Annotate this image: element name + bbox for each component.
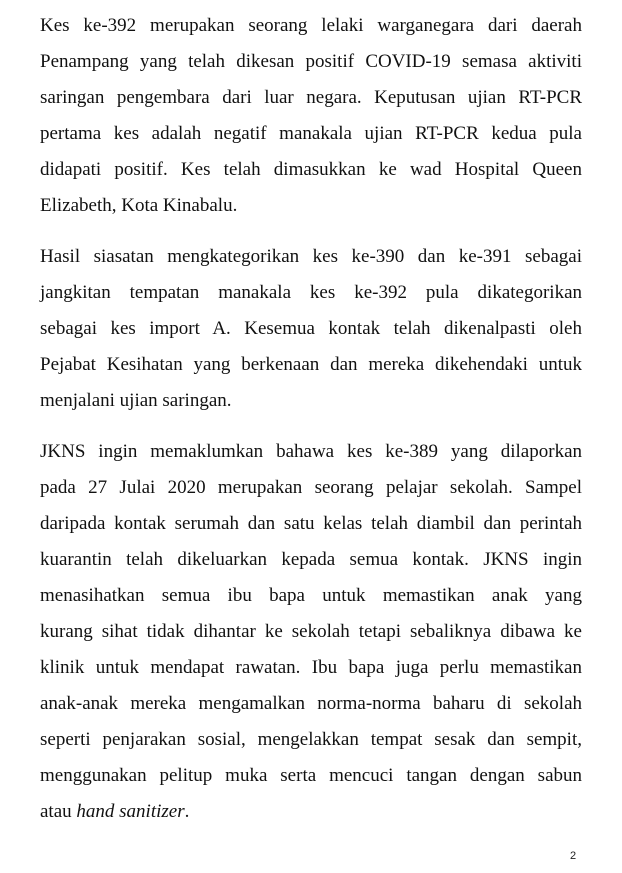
text-line: Kes ke-392 merupakan seorang lelaki warganegara dari daerah <box>40 15 582 36</box>
text-line: Penampang yang telah dikesan positif COVID-19 semasa aktiviti <box>40 51 582 72</box>
text-line-final <box>40 794 582 830</box>
text-line: klinik untuk mendapat rawatan. Ibu bapa juga perlu memastikan <box>40 657 582 678</box>
text-line: kurang sihat tidak dihantar ke sekolah tetapi sebaliknya dibawa ke <box>40 621 582 642</box>
text-line: saringan pengembara dari luar negara. Keputusan ujian RT-PCR <box>40 87 582 108</box>
text-line: Elizabeth, Kota Kinabalu. <box>40 195 238 216</box>
text-line: pada 27 Julai 2020 merupakan seorang pelajar sekolah. Sampel <box>40 477 582 498</box>
text-line: jangkitan tempatan manakala kes ke-392 pula dikategorikan <box>40 282 582 303</box>
text-line: Pejabat Kesihatan yang berkenaan dan mereka dikehendaki untuk <box>40 354 582 375</box>
page-number: 2 <box>570 850 577 862</box>
text-line: menggunakan pelitup muka serta mencuci tangan dengan sabun <box>40 765 582 786</box>
text-line: menasihatkan semua ibu bapa untuk memastikan anak yang <box>40 585 582 606</box>
text-line: pertama kes adalah negatif manakala ujian RT-PCR kedua pula <box>40 123 582 144</box>
text-line: menjalani ujian saringan. <box>40 390 232 411</box>
text-line: kuarantin telah dikeluarkan kepada semua kontak. JKNS ingin <box>40 549 582 570</box>
text-line: JKNS ingin memaklumkan bahawa kes ke-389 yang dilaporkan <box>40 441 582 462</box>
text-fragment: . <box>184 801 190 822</box>
text-line: seperti penjarakan sosial, mengelakkan tempat sesak dan sempit, <box>40 729 582 750</box>
text-line: anak-anak mereka mengamalkan norma-norma baharu di sekolah <box>40 693 582 714</box>
italic-term: hand sanitizer <box>76 801 185 822</box>
text-line: didapati positif. Kes telah dimasukkan ke wad Hospital Queen <box>40 159 582 180</box>
text-line: sebagai kes import A. Kesemua kontak telah dikenalpasti oleh <box>40 318 582 339</box>
paragraph-case-392 <box>40 8 582 224</box>
paragraph-jkns-advisory <box>40 434 582 830</box>
text-line: Hasil siasatan mengkategorikan kes ke-390 dan ke-391 sebagai <box>40 246 582 267</box>
text-fragment: atau <box>40 801 77 822</box>
paragraph-investigation-result <box>40 239 582 419</box>
text-line: daripada kontak serumah dan satu kelas telah diambil dan perintah <box>40 513 582 534</box>
